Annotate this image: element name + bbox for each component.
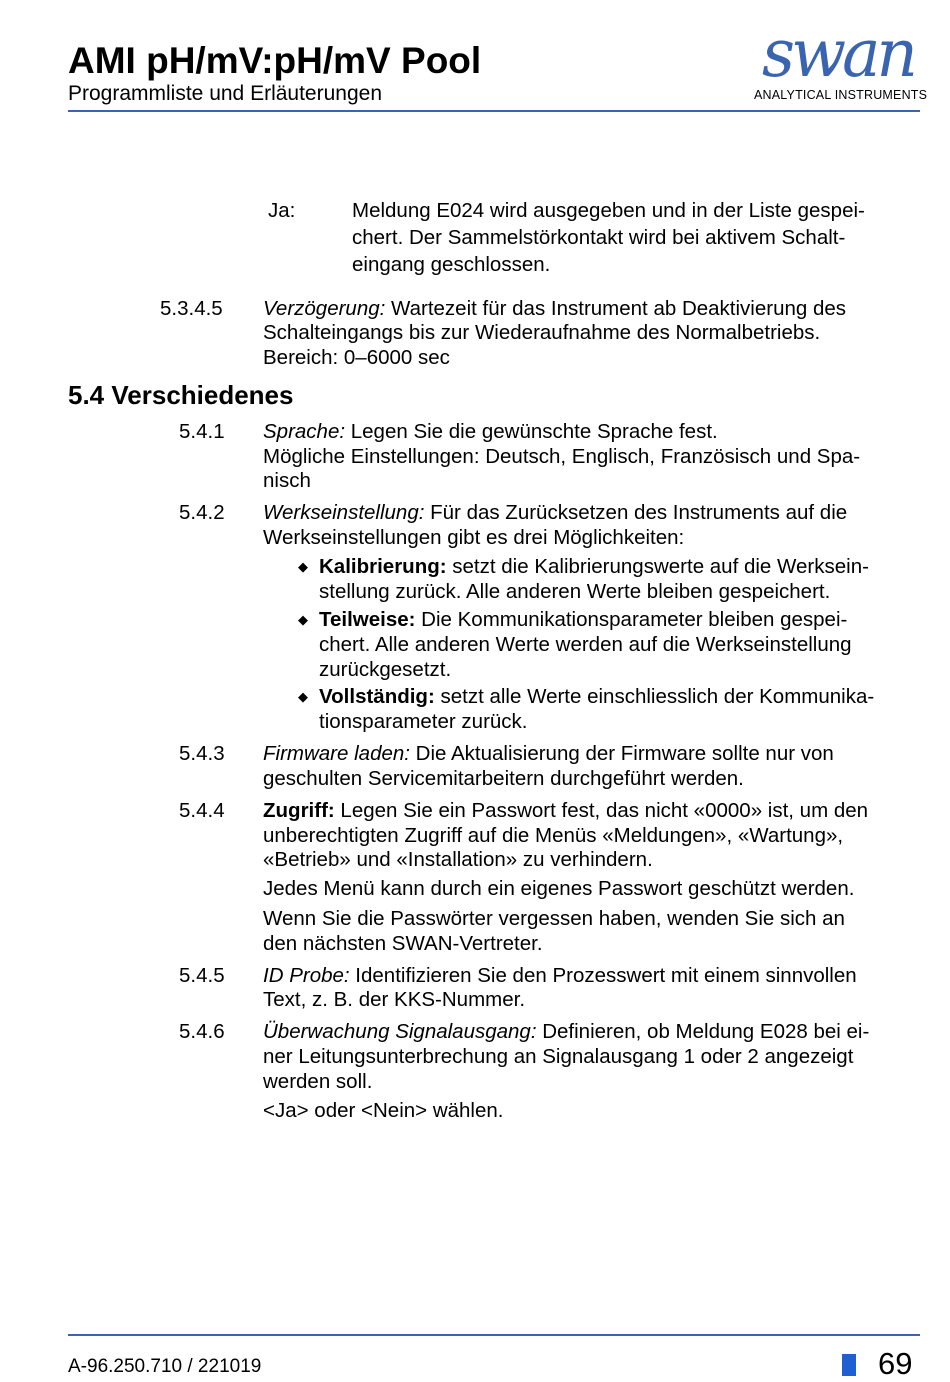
document-title: AMI pH/mV:pH/mV Pool (68, 40, 482, 81)
document-subtitle: Programmliste und Erläuterungen (68, 82, 382, 105)
bullet-3-line-1: Vollständig: setzt alle Werte einschliesslich der Kommunika- (319, 685, 875, 708)
bullet-1-line-2: stellung zurück. Alle anderen Werte bleiben gespeichert. (319, 580, 831, 603)
page-number: 69 (878, 1346, 913, 1381)
ja-line-1: Meldung E024 wird ausgegeben und in der Liste gespei- (352, 199, 865, 222)
item-5345-line-1: Verzögerung: Wartezeit für das Instrument ab Deaktivierung des (263, 297, 847, 320)
item-542-line-2: Werkseinstellungen gibt es drei Möglichkeiten: (263, 526, 685, 549)
item-544-para-3-line-2: den nächsten SWAN-Vertreter. (263, 932, 543, 955)
bullet-2-line-3: zurückgesetzt. (319, 658, 452, 681)
bullet-2-line-1: Teilweise: Die Kommunikationsparameter bleiben gespei- (319, 608, 848, 631)
item-545-line-2: Text, z. B. der KKS-Nummer. (263, 988, 526, 1011)
bullet-diamond-icon: ◆ (298, 612, 308, 627)
bullet-diamond-icon: ◆ (298, 559, 308, 574)
bullet-diamond-icon: ◆ (298, 689, 308, 704)
document-code: A-96.250.710 / 221019 (68, 1356, 262, 1377)
section-heading: 5.4 Verschiedenes (68, 380, 294, 410)
item-546-line-2: ner Leitungsunterbrechung an Signalausgang 1 oder 2 angezeigt (263, 1045, 854, 1068)
item-544-para-2: Jedes Menü kann durch ein eigenes Passwort geschützt werden. (263, 877, 855, 900)
item-545-line-1: ID Probe: Identifizieren Sie den Prozesswert mit einem sinnvollen (263, 964, 857, 987)
bullet-2-term: Teilweise: (319, 608, 416, 631)
item-number-544: 5.4.4 (179, 799, 225, 822)
bullet-1-term: Kalibrierung: (319, 555, 447, 578)
bullet-3-line-2: tionsparameter zurück. (319, 710, 528, 733)
item-5345-term: Verzögerung: (263, 297, 386, 320)
item-546-line-1: Überwachung Signalausgang: Definieren, ob Meldung E028 bei ei- (263, 1020, 870, 1043)
item-544-line-3: «Betrieb» und «Installation» zu verhindern. (263, 848, 653, 871)
item-545-term: ID Probe: (263, 964, 350, 987)
item-543-term: Firmware laden: (263, 742, 410, 765)
item-541-line-2: Mögliche Einstellungen: Deutsch, Englisch, Französisch und Spa- (263, 445, 861, 468)
item-541-line-1: Sprache: Legen Sie die gewünschte Sprache fest. (263, 420, 718, 443)
item-541-line-3: nisch (263, 469, 311, 492)
bullet-3-term: Vollständig: (319, 685, 435, 708)
item-546-term: Überwachung Signalausgang: (263, 1020, 537, 1043)
svg-text:swan: swan (762, 22, 914, 88)
item-541-term: Sprache: (263, 420, 346, 443)
item-number-546: 5.4.6 (179, 1020, 225, 1043)
logo-tagline: ANALYTICAL INSTRUMENTS (754, 88, 928, 102)
page-marker (842, 1354, 856, 1376)
item-546-para-2: <Ja> oder <Nein> wählen. (263, 1099, 504, 1122)
header-rule (68, 110, 920, 112)
item-546-line-3: werden soll. (263, 1070, 373, 1093)
item-number-545: 5.4.5 (179, 964, 225, 987)
item-543-line-1: Firmware laden: Die Aktualisierung der Firmware sollte nur von (263, 742, 834, 765)
ja-line-3: eingang geschlossen. (352, 253, 551, 276)
footer-rule (68, 1334, 920, 1336)
item-543-line-2: geschulten Servicemitarbeitern durchgeführt werden. (263, 767, 744, 790)
item-number-541: 5.4.1 (179, 420, 225, 443)
item-544-term: Zugriff: (263, 799, 335, 822)
item-number-5345: 5.3.4.5 (160, 297, 223, 320)
item-544-line-1: Zugriff: Legen Sie ein Passwort fest, das nicht «0000» ist, um den (263, 799, 869, 822)
swan-logo (752, 22, 928, 106)
item-542-term: Werkseinstellung: (263, 501, 425, 524)
item-5345-line-2: Schalteingangs bis zur Wiederaufnahme des Normalbetriebs. (263, 321, 821, 344)
bullet-1-line-1: Kalibrierung: setzt die Kalibrierungswerte auf die Werksein- (319, 555, 869, 578)
bullet-2-line-2: chert. Alle anderen Werte werden auf die Werkseinstellung (319, 633, 852, 656)
ja-label: Ja: (268, 199, 296, 222)
ja-line-2: chert. Der Sammelstörkontakt wird bei aktivem Schalt- (352, 226, 846, 249)
item-number-542: 5.4.2 (179, 501, 225, 524)
item-number-543: 5.4.3 (179, 742, 225, 765)
item-5345-range: Bereich: 0–6000 sec (263, 346, 450, 369)
item-544-line-2: unberechtigten Zugriff auf die Menüs «Meldungen», «Wartung», (263, 824, 844, 847)
swan-logo-script (758, 22, 918, 88)
item-544-para-3-line-1: Wenn Sie die Passwörter vergessen haben, wenden Sie sich an (263, 907, 845, 930)
item-542-line-1: Werkseinstellung: Für das Zurücksetzen des Instruments auf die (263, 501, 848, 524)
